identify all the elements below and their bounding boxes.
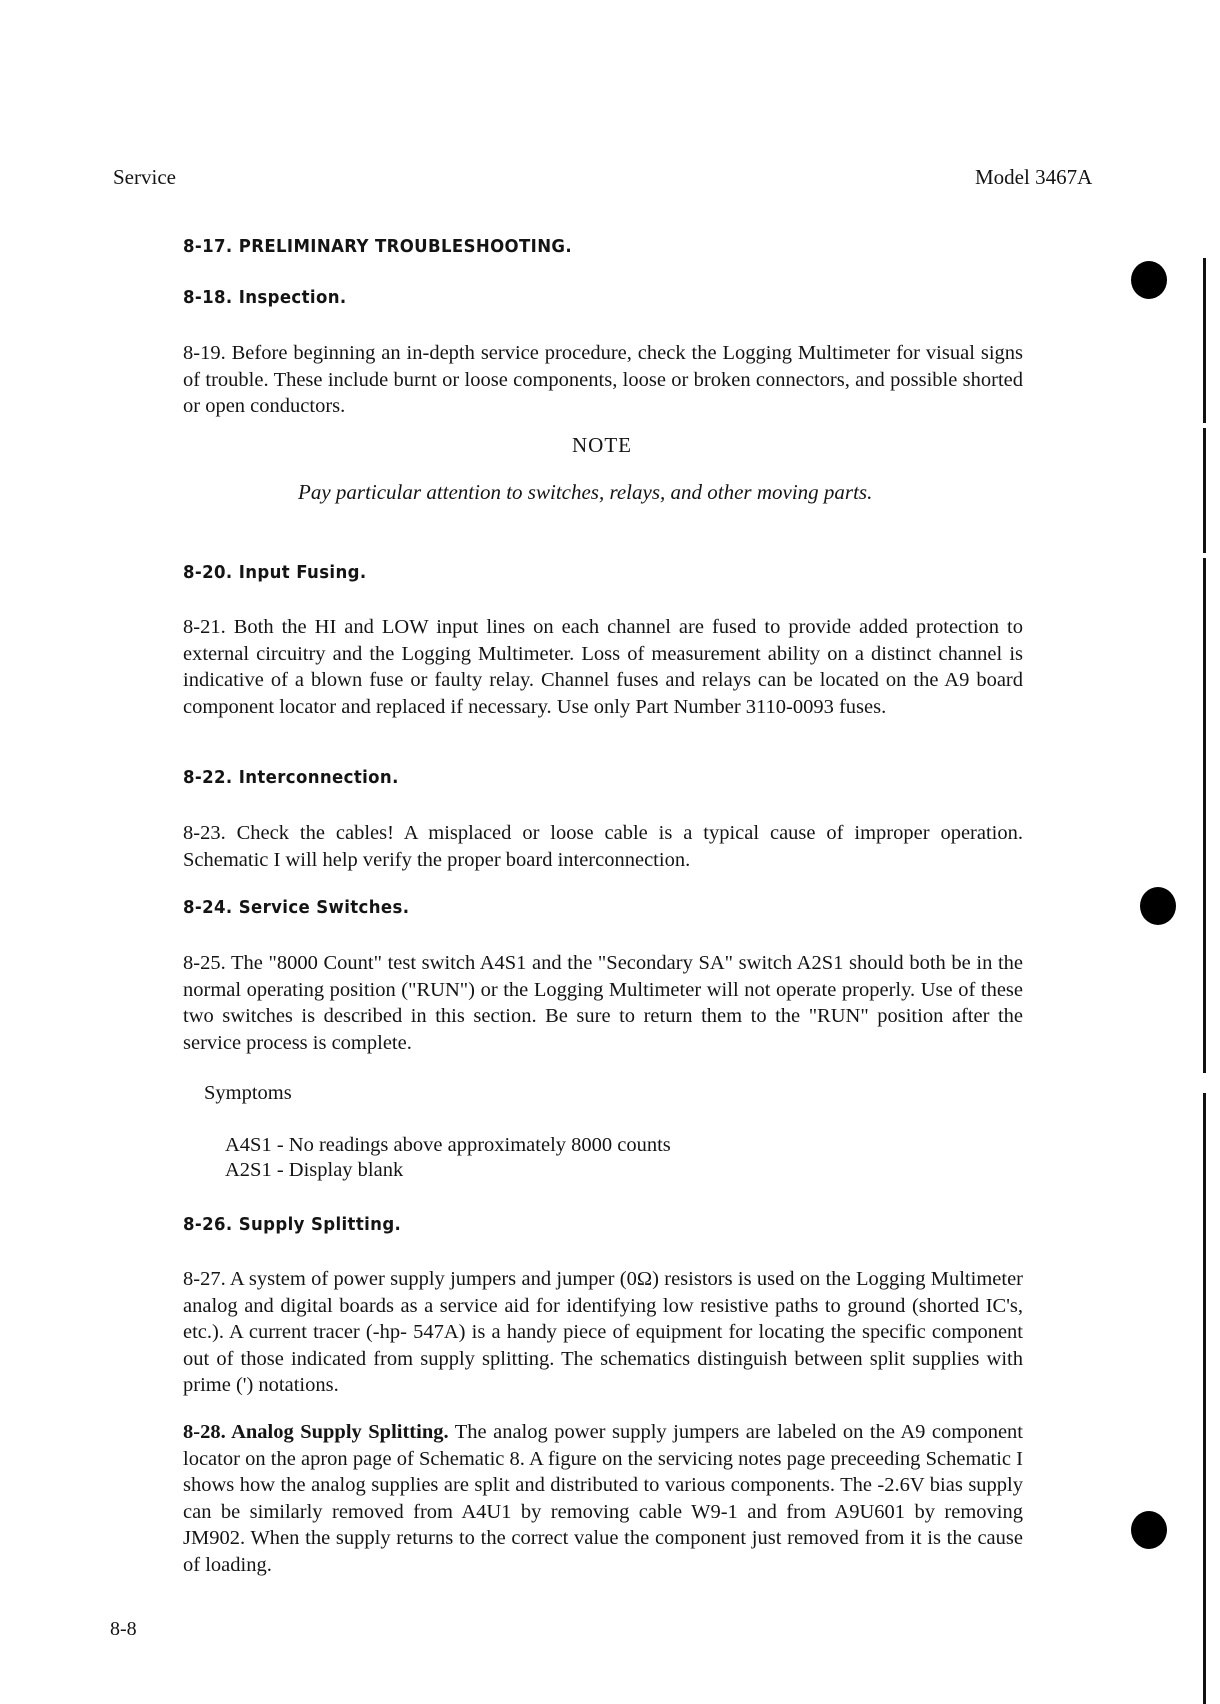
heading-input-fusing: 8-20. Input Fusing. xyxy=(183,562,367,583)
symptom-item: A4S1 - No readings above approximately 8000 counts xyxy=(225,1134,671,1156)
paragraph-8-21: 8-21. Both the HI and LOW input lines on each channel are fused to provide added protection to external circuitry and the Logging Multimeter. Loss of measurement ability on a distinct channel is indicative of a blown fuse or faulty relay. Channel fuses and relays can be located on the A9 board component locator and replaced if necessary. Use only Part Number 3110-0093 fuses. xyxy=(183,616,1023,718)
running-header-section: Service xyxy=(113,165,176,189)
heading-preliminary-troubleshooting: 8-17. PRELIMINARY TROUBLESHOOTING. xyxy=(183,236,573,257)
paragraph-8-27: 8-27. A system of power supply jumpers and jumper (0Ω) resistors is used on the Logging Multimeter analog and digital boards as a service aid for identifying low resistive paths to ground (shorted IC's, etc.). A current tracer (-hp- 547A) is a handy piece of equipment for locating the specific component out of those indicated from supply splitting. The schematics distinguish between split supplies with prime (') notations. xyxy=(183,1268,1023,1396)
heading-inspection: 8-18. Inspection. xyxy=(183,287,347,308)
paragraph-8-28-text: The analog power supply jumpers are labeled on the A9 component locator on the apron page of Schematic 8. A figure on the servicing notes page preceeding Schematic I shows how the analog supplies are split and distributed to various components. The -2.6V bias supply can be similarly removed from A4U1 by removing cable W9-1 and from A9U601 by removing JM902. When the supply returns to the correct value the component just removed from it is the cause of loading. xyxy=(183,1421,1023,1576)
symptom-item: A2S1 - Display blank xyxy=(225,1159,404,1181)
page-number: 8-8 xyxy=(110,1618,137,1640)
binder-hole xyxy=(1131,261,1167,299)
margin-change-bar xyxy=(1203,428,1206,553)
heading-supply-splitting: 8-26. Supply Splitting. xyxy=(183,1214,402,1235)
heading-interconnection: 8-22. Interconnection. xyxy=(183,767,399,788)
margin-change-bar xyxy=(1203,258,1206,423)
running-header-model: Model 3467A xyxy=(975,165,1093,189)
paragraph-8-25: 8-25. The "8000 Count" test switch A4S1 and the "Secondary SA" switch A2S1 should both be in the normal operating position ("RUN") or the Logging Multimeter will not operate properly. Use of these two switches is described in this section. Be sure to return them to the "RUN" position after the service process is complete. xyxy=(183,952,1023,1054)
binder-hole xyxy=(1131,1511,1167,1549)
symptoms-label: Symptoms xyxy=(204,1082,292,1104)
paragraph-8-28 xyxy=(183,1419,1023,1578)
margin-change-bar xyxy=(1203,1093,1206,1704)
paragraph-8-28-lead: 8-28. Analog Supply Splitting. xyxy=(183,1421,449,1443)
note-body: Pay particular attention to switches, relays, and other moving parts. xyxy=(298,480,873,504)
margin-change-bar xyxy=(1203,558,1206,1073)
note-title: NOTE xyxy=(572,433,632,457)
binder-hole xyxy=(1140,887,1176,925)
paragraph-8-23: 8-23. Check the cables! A misplaced or loose cable is a typical cause of improper operation. Schematic I will help verify the proper board interconnection. xyxy=(183,822,1023,871)
paragraph-8-19: 8-19. Before beginning an in-depth service procedure, check the Logging Multimeter for visual signs of trouble. These include burnt or loose components, loose or broken connectors, and possible shorted or open conductors. xyxy=(183,342,1023,417)
heading-service-switches: 8-24. Service Switches. xyxy=(183,897,410,918)
